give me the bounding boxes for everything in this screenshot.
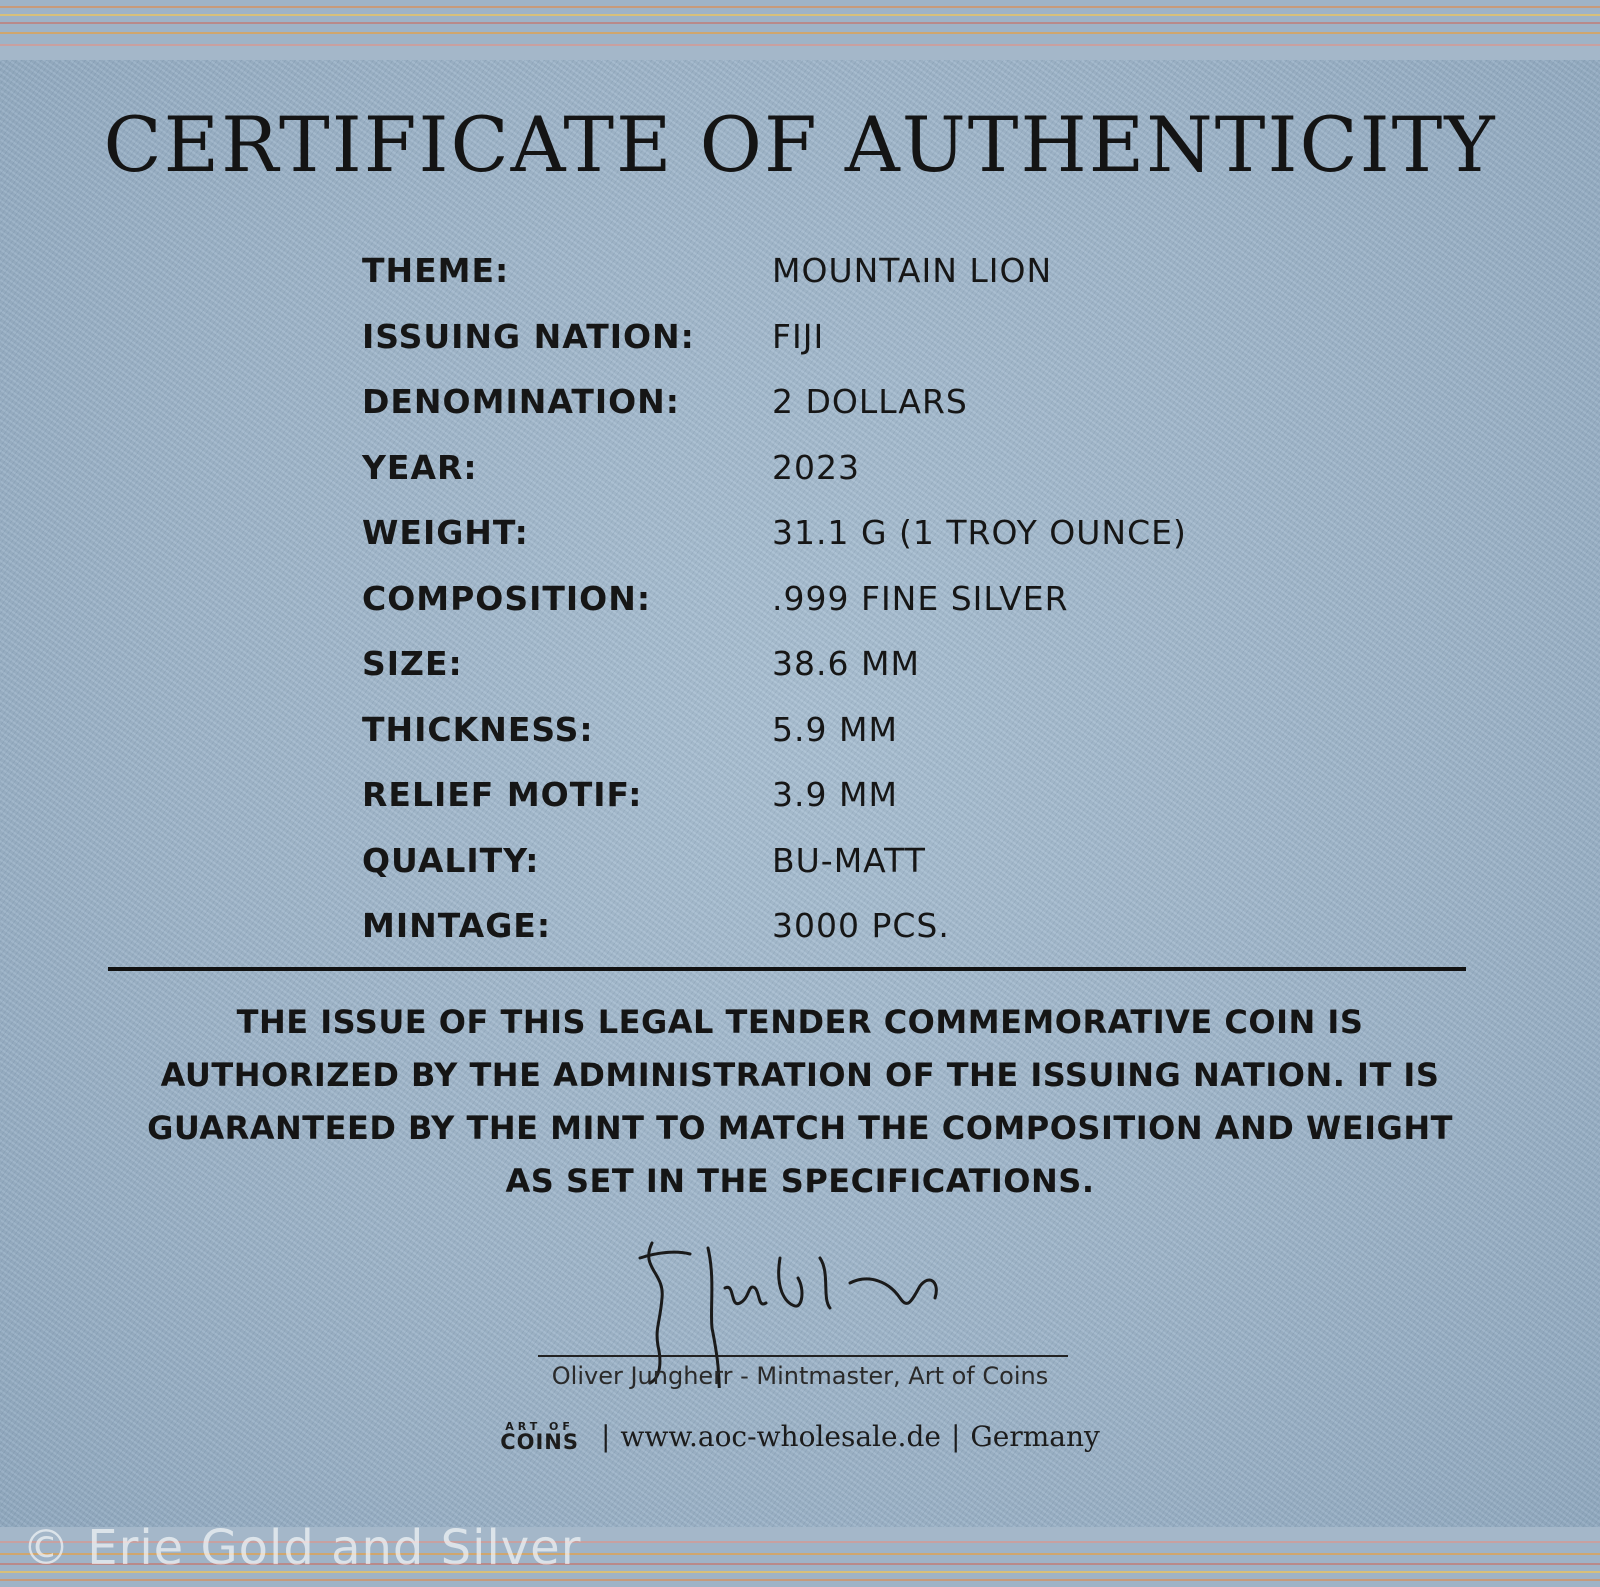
statement-line: AS SET IN THE SPECIFICATIONS. bbox=[505, 1162, 1095, 1200]
spec-row-year bbox=[362, 435, 1362, 501]
art-of-coins-logo bbox=[500, 1421, 579, 1453]
certificate-title: CERTIFICATE OF AUTHENTICITY bbox=[103, 100, 1497, 189]
spec-label: QUALITY: bbox=[362, 840, 540, 880]
statement-line: THE ISSUE OF THIS LEGAL TENDER COMMEMORATIVE COIN IS bbox=[236, 1003, 1364, 1041]
spec-row-thickness bbox=[362, 697, 1362, 763]
spec-value: 2023 bbox=[772, 447, 860, 487]
signer-name: Oliver Jungherr - Mintmaster, Art of Coins bbox=[551, 1362, 1049, 1390]
spec-label: ISSUING NATION: bbox=[362, 316, 695, 356]
spec-row-issuing-nation bbox=[362, 304, 1362, 370]
spec-row-denomination bbox=[362, 369, 1362, 435]
spec-label: WEIGHT: bbox=[362, 513, 529, 553]
statement-line: GUARANTEED BY THE MINT TO MATCH THE COMPOSITION AND WEIGHT bbox=[147, 1109, 1453, 1147]
country-text: Germany bbox=[970, 1420, 1100, 1453]
spec-row-relief-motif bbox=[362, 762, 1362, 828]
spec-label: DENOMINATION: bbox=[362, 382, 680, 422]
website-link[interactable]: www.aoc-wholesale.de bbox=[620, 1420, 941, 1453]
logo-top-text: ART OF bbox=[505, 1419, 574, 1433]
spec-label: THICKNESS: bbox=[362, 709, 594, 749]
top-stripe-border bbox=[0, 0, 1600, 60]
spec-value: 3.9 MM bbox=[772, 775, 898, 815]
spec-value: FIJI bbox=[772, 316, 825, 356]
section-divider bbox=[108, 967, 1466, 971]
copyright-watermark: © Erie Gold and Silver bbox=[22, 1520, 582, 1576]
spec-value: 31.1 G (1 TROY OUNCE) bbox=[772, 513, 1187, 553]
spec-table bbox=[362, 238, 1362, 959]
spec-row-mintage bbox=[362, 893, 1362, 959]
spec-label: MINTAGE: bbox=[362, 906, 552, 946]
logo-bottom-text: COINS bbox=[500, 1429, 579, 1454]
spec-row-quality bbox=[362, 828, 1362, 894]
spec-row-weight bbox=[362, 500, 1362, 566]
spec-value: 5.9 MM bbox=[772, 709, 898, 749]
spec-label: THEME: bbox=[362, 251, 510, 291]
signature-line bbox=[538, 1355, 1068, 1357]
spec-label: SIZE: bbox=[362, 644, 463, 684]
footer-separator: | bbox=[950, 1420, 961, 1453]
spec-value: 2 DOLLARS bbox=[772, 382, 968, 422]
spec-value: 3000 PCS. bbox=[772, 906, 950, 946]
spec-row-theme bbox=[362, 238, 1362, 304]
spec-row-composition bbox=[362, 566, 1362, 632]
authenticity-statement bbox=[110, 996, 1490, 1208]
issuer-footer bbox=[0, 1420, 1600, 1453]
spec-label: RELIEF MOTIF: bbox=[362, 775, 643, 815]
spec-value: BU-MATT bbox=[772, 840, 926, 880]
spec-label: COMPOSITION: bbox=[362, 578, 652, 618]
spec-label: YEAR: bbox=[362, 447, 478, 487]
spec-value: .999 FINE SILVER bbox=[772, 578, 1069, 618]
spec-value: 38.6 MM bbox=[772, 644, 920, 684]
statement-line: AUTHORIZED BY THE ADMINISTRATION OF THE ISSUING NATION. IT IS bbox=[160, 1056, 1440, 1094]
spec-row-size bbox=[362, 631, 1362, 697]
footer-separator: | bbox=[600, 1420, 611, 1453]
spec-value: MOUNTAIN LION bbox=[772, 251, 1053, 291]
